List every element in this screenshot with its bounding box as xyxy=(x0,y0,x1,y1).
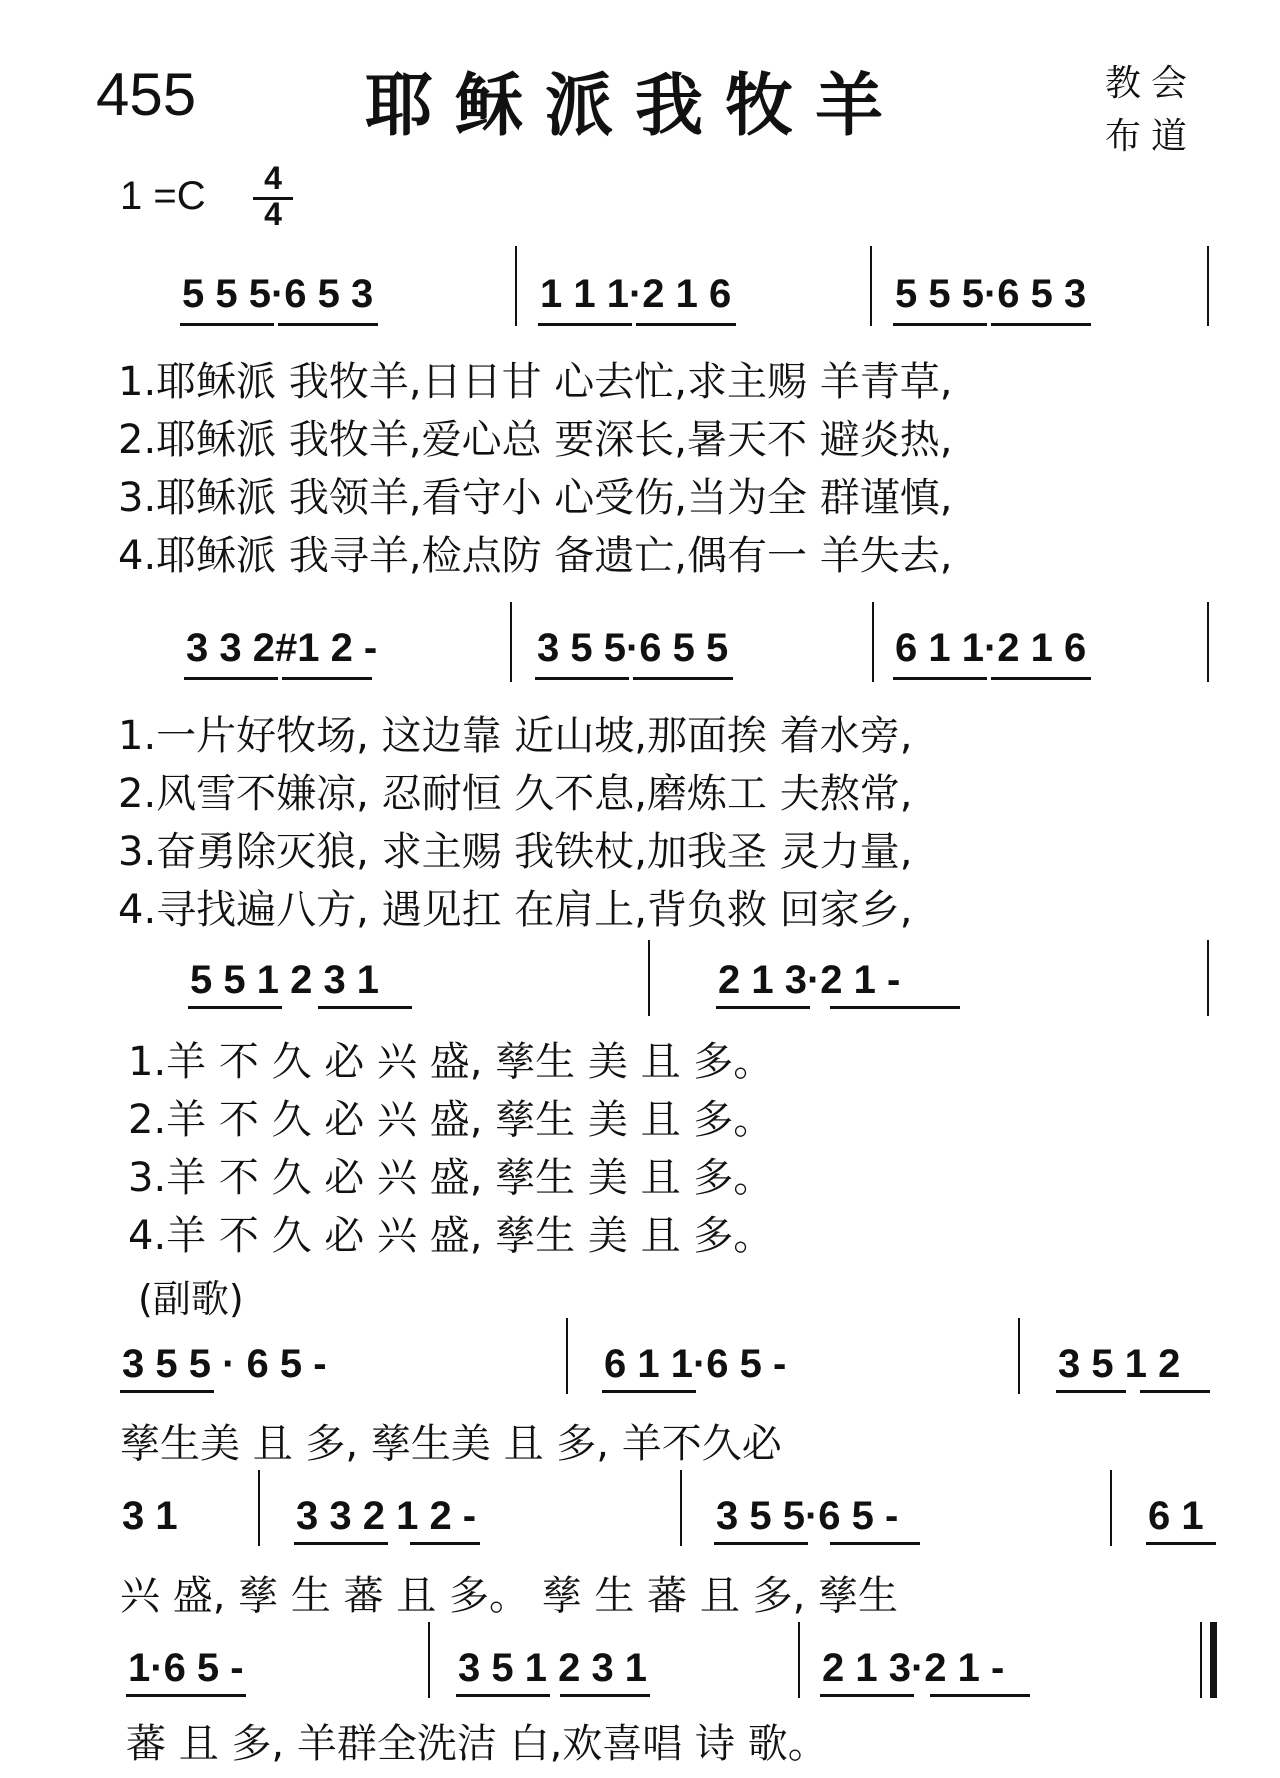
beam xyxy=(633,677,733,680)
beam xyxy=(188,1006,282,1009)
time-signature-top: 4 xyxy=(264,160,282,196)
beam xyxy=(410,1542,480,1545)
beam xyxy=(180,323,274,326)
chorus-lyric: 孳生美 且 多, 孳生美 且 多, 羊不久必 xyxy=(120,1421,782,1467)
measure-notes: 5 5 1 2 3 1 xyxy=(190,958,380,1002)
beam xyxy=(538,323,632,326)
verse-lyric: 1.羊 不 久 必 兴 盛, 孳生 美 且 多。 xyxy=(128,1039,774,1085)
verse-lyric: 1.一片好牧场, 这边靠 近山坡,那面挨 着水旁, xyxy=(118,713,913,759)
verse-lyric: 3.奋勇除灭狼, 求主赐 我铁杖,加我圣 灵力量, xyxy=(118,829,913,875)
measure-notes: 3 5 5·6 5 - xyxy=(716,1494,899,1538)
verse-lyric: 2.羊 不 久 必 兴 盛, 孳生 美 且 多。 xyxy=(128,1097,774,1143)
measure-notes: 3 3 2 1 2 - xyxy=(296,1494,477,1538)
measure-notes: 5 5 5·6 5 3 xyxy=(182,272,374,316)
verse-lyric: 4.寻找遍八方, 遇见扛 在肩上,背负救 回家乡, xyxy=(118,887,913,933)
bar-line xyxy=(1018,1318,1020,1394)
chorus-lyric: 蕃 且 多, 羊群全洗洁 白,欢喜唱 诗 歌。 xyxy=(126,1721,828,1767)
measure-notes: 5 5 5·6 5 3 xyxy=(895,272,1087,316)
measure-notes: 3 5 5·6 5 5 xyxy=(537,626,729,670)
beam xyxy=(1140,1390,1210,1393)
measure-notes: 3 1 xyxy=(122,1494,178,1538)
hymn-number: 455 xyxy=(96,61,197,128)
beam xyxy=(991,677,1091,680)
beam xyxy=(714,1542,808,1545)
measure-notes: 1 1 1·2 1 6 xyxy=(540,272,732,316)
bar-line xyxy=(258,1470,260,1546)
beam xyxy=(991,323,1091,326)
verse-lyric: 2.耶稣派 我牧羊,爱心总 要深长,暑天不 避炎热, xyxy=(118,417,953,463)
bar-line xyxy=(798,1622,800,1698)
bar-line xyxy=(1200,1622,1202,1698)
chorus-lyric: 兴 盛, 孳 生 蕃 且 多。 孳 生 蕃 且 多, 孳生 xyxy=(120,1573,899,1619)
beam xyxy=(636,323,736,326)
measure-notes: 3 3 2#1 2 - xyxy=(186,626,378,670)
beam xyxy=(282,677,372,680)
beam xyxy=(318,1006,412,1009)
beam xyxy=(535,677,629,680)
chorus-label: (副歌) xyxy=(138,1277,244,1321)
bar-line xyxy=(510,602,512,682)
beam xyxy=(930,1694,1030,1697)
verse-lyric: 3.羊 不 久 必 兴 盛, 孳生 美 且 多。 xyxy=(128,1155,774,1201)
bar-line xyxy=(1207,940,1209,1016)
beam xyxy=(184,677,278,680)
measure-notes: 6 1 xyxy=(1148,1494,1204,1538)
measure-notes: 3 5 1 2 3 1 xyxy=(458,1646,648,1690)
measure-notes: 3 5 1 2 xyxy=(1058,1342,1181,1386)
bar-line xyxy=(1207,602,1209,682)
beam xyxy=(716,1006,810,1009)
beam xyxy=(830,1542,920,1545)
beam xyxy=(560,1694,650,1697)
measure-notes: 3 5 5 · 6 5 - xyxy=(122,1342,327,1386)
verse-lyric: 4.羊 不 久 必 兴 盛, 孳生 美 且 多。 xyxy=(128,1213,774,1259)
verse-lyric: 3.耶稣派 我领羊,看守小 心受伤,当为全 群谨慎, xyxy=(118,475,953,521)
beam xyxy=(1146,1542,1216,1545)
bar-line xyxy=(648,940,650,1016)
beam xyxy=(893,323,987,326)
hymn-category-line2: 布道 xyxy=(1105,116,1198,157)
key-signature: 1 =C xyxy=(120,174,206,218)
bar-line xyxy=(515,246,517,326)
beam xyxy=(1056,1390,1126,1393)
final-bar-line xyxy=(1210,1622,1217,1698)
beam xyxy=(294,1542,388,1545)
measure-notes: 6 1 1·6 5 - xyxy=(604,1342,787,1386)
beam xyxy=(830,1006,960,1009)
bar-line xyxy=(872,602,874,682)
beam xyxy=(120,1390,214,1393)
beam xyxy=(602,1390,696,1393)
verse-lyric: 4.耶稣派 我寻羊,检点防 备遗亡,偶有一 羊失去, xyxy=(118,533,953,579)
bar-line xyxy=(680,1470,682,1546)
time-signature-bottom: 4 xyxy=(264,196,282,232)
measure-notes: 1·6 5 - xyxy=(128,1646,244,1690)
beam xyxy=(893,677,987,680)
bar-line xyxy=(1207,246,1209,326)
bar-line xyxy=(1110,1470,1112,1546)
bar-line xyxy=(870,246,872,326)
measure-notes: 6 1 1·2 1 6 xyxy=(895,626,1087,670)
hymn-category-line1: 教会 xyxy=(1105,63,1198,104)
measure-notes: 2 1 3·2 1 - xyxy=(822,1646,1005,1690)
bar-line xyxy=(566,1318,568,1394)
beam xyxy=(278,323,378,326)
beam xyxy=(456,1694,550,1697)
beam xyxy=(126,1694,246,1697)
hymn-title: 耶稣派我牧羊 xyxy=(365,67,906,146)
bar-line xyxy=(428,1622,430,1698)
measure-notes: 2 1 3·2 1 - xyxy=(718,958,901,1002)
beam xyxy=(820,1694,914,1697)
verse-lyric: 1.耶稣派 我牧羊,日日甘 心去忙,求主赐 羊青草, xyxy=(118,359,953,405)
verse-lyric: 2.风雪不嫌凉, 忍耐恒 久不息,磨炼工 夫熬常, xyxy=(118,771,913,817)
